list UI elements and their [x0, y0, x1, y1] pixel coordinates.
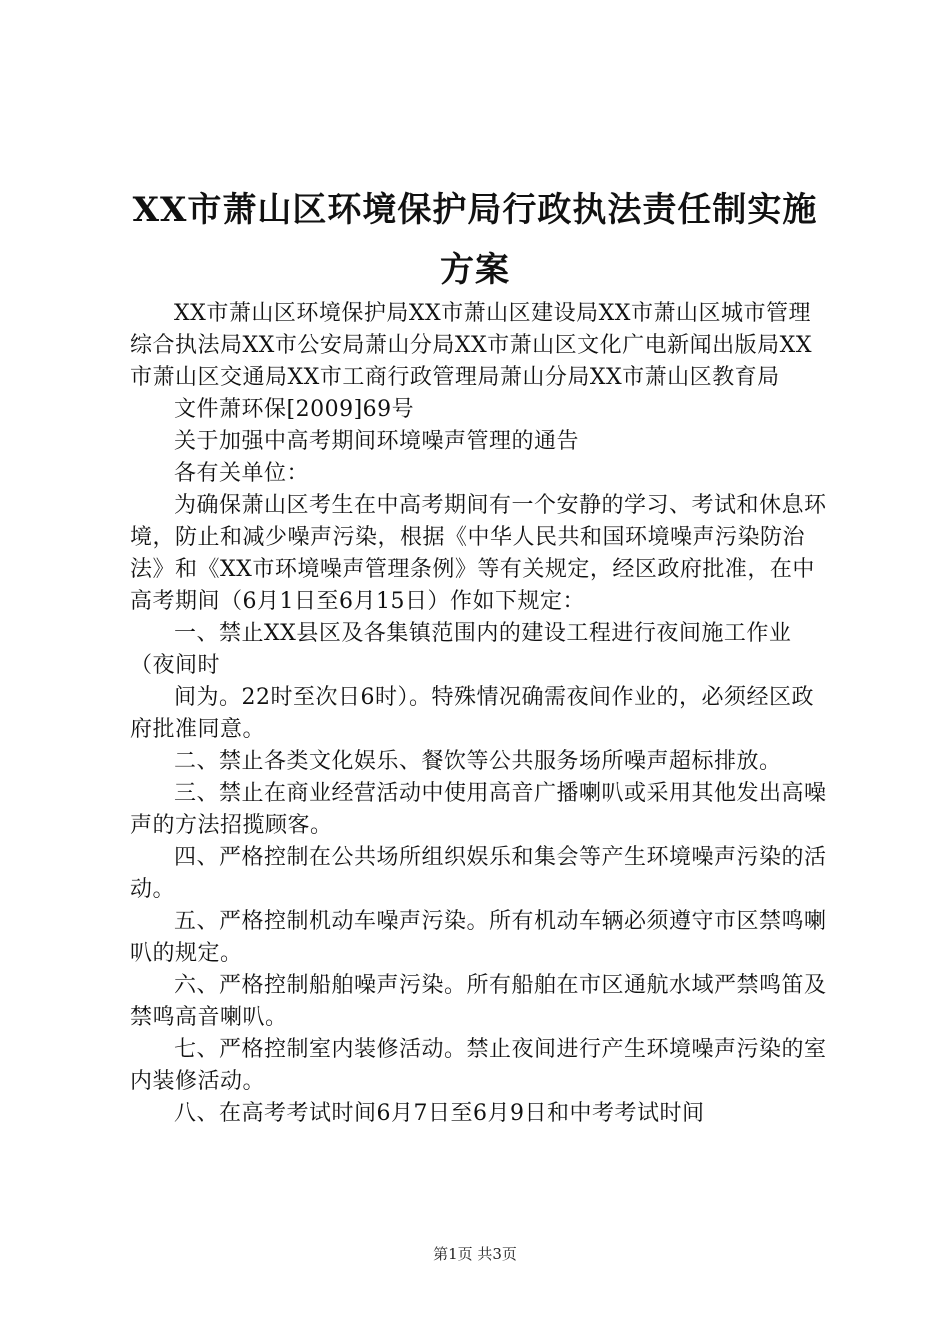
intro-paragraph: 为确保萧山区考生在中高考期间有一个安静的学习、考试和休息环境，防止和减少噪声污染，根据《中华人民共和国环境噪声污染防治法》和《XX市环境噪声管理条例》等有关规定，经区政府批准，在中高考期间（6月1日至6月15日）作如下规定：: [130, 493, 827, 614]
rule-3-paragraph: 三、禁止在商业经营活动中使用高音广播喇叭或采用其他发出高噪声的方法招揽顾客。: [130, 781, 827, 838]
document-title-line-1: XX市萧山区环境保护局行政执法责任制实施: [132, 190, 818, 230]
rule-1-continuation: 间为。22时至次日6时）。特殊情况确需夜间作业的，必须经区政府批准同意。: [130, 685, 814, 742]
document-title-line-2: 方案: [440, 250, 510, 290]
salutation: 各有关单位：: [174, 461, 310, 486]
rule-1-paragraph: 一、禁止XX县区及各集镇范围内的建设工程进行夜间施工作业（夜间时: [130, 621, 792, 678]
rule-6-paragraph: 六、严格控制船舶噪声污染。所有船舶在市区通航水域严禁鸣笛及禁鸣高音喇叭。: [130, 973, 827, 1030]
notice-title: 关于加强中高考期间环境噪声管理的通告: [174, 429, 580, 454]
page-number-footer: 第1页 共3页: [433, 1245, 517, 1263]
rule-4-paragraph: 四、严格控制在公共场所组织娱乐和集会等产生环境噪声污染的活动。: [130, 845, 827, 902]
rule-5-paragraph: 五、严格控制机动车噪声污染。所有机动车辆必须遵守市区禁鸣喇叭的规定。: [130, 909, 827, 966]
rule-2-paragraph: 二、禁止各类文化娱乐、餐饮等公共服务场所噪声超标排放。: [174, 749, 782, 774]
rule-8-paragraph: 八、在高考考试时间6月7日至6月9日和中考考试时间: [174, 1101, 705, 1126]
document-number: 文件萧环保[2009]69号: [174, 397, 415, 422]
rule-7-paragraph: 七、严格控制室内装修活动。禁止夜间进行产生环境噪声污染的室内装修活动。: [130, 1037, 827, 1094]
document-body: [130, 298, 830, 1130]
issuing-agencies-paragraph: XX市萧山区环境保护局XX市萧山区建设局XX市萧山区城市管理综合执法局XX市公安局萧山分局XX市萧山区文化广电新闻出版局XX市萧山区交通局XX市工商行政管理局萧山分局XX市萧山区教育局: [130, 301, 812, 390]
